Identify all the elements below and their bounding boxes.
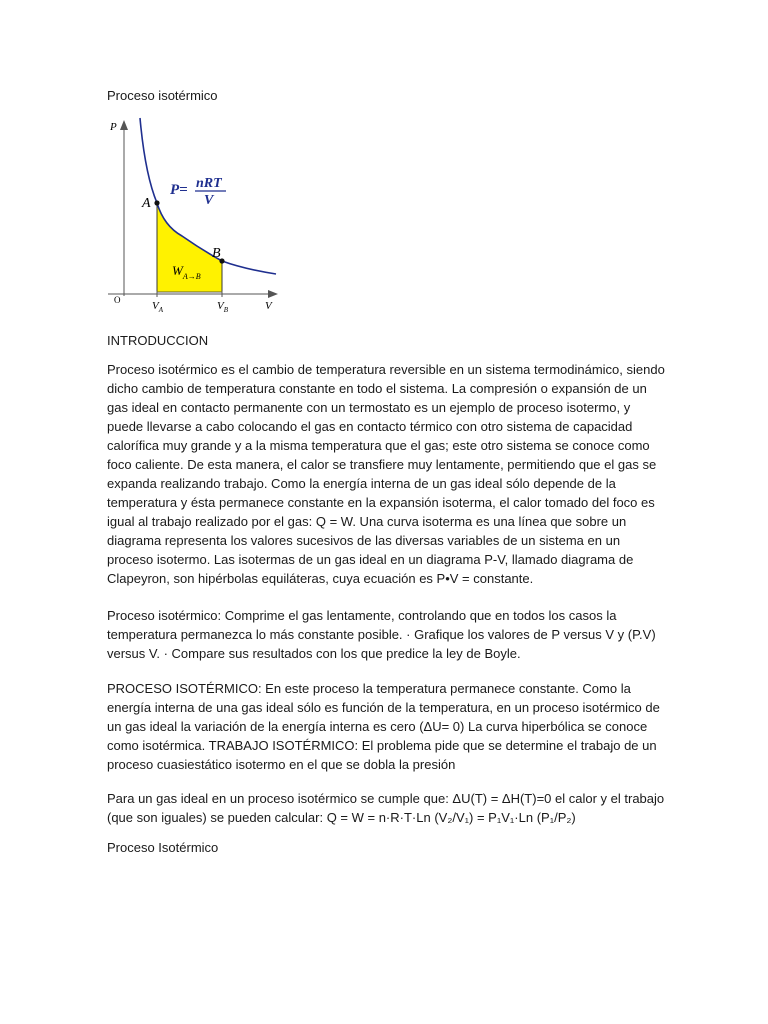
formula-lhs: P= [170, 182, 188, 198]
paragraph-2: Proceso isotérmico: Comprime el gas lentamente, controlando que en todos los casos la temperatura permanezca lo más constante posible. · Grafique los valores de P versus V y (P.V) versus V. · Compare sus resultados con los que predice la ley de Boyle. [107, 608, 656, 661]
origin-label: O [114, 295, 121, 305]
tick-va-label [152, 300, 164, 314]
tick-va-sub: A [158, 306, 164, 314]
axis-p-label: P [110, 121, 117, 133]
tick-va-main: V [152, 300, 159, 312]
formula-numerator: nRT [196, 176, 222, 191]
document-heading: Proceso isotérmico [107, 88, 218, 103]
paragraph-4: Para un gas ideal en un proceso isotérmico se cumple que: ΔU(T) = ΔH(T)=0 el calor y el trabajo (que son iguales) se pueden calcular: Q = W = n·R·T·Ln (V₂/V₁) = P₁V₁·Ln (P₁/P₂) [107, 791, 665, 825]
axis-v-arrow [268, 290, 278, 298]
paragraph-1: Proceso isotérmico es el cambio de temperatura reversible en un sistema termodinámico, siendo dicho cambio de temperatura constante en todo el sistema. La compresión o expansión de un gas ideal en contacto permanente con un termostato es un ejemplo de proceso isotermo, y puede llevarse a cabo colocando el gas en contacto térmico con otro sistema de capacidad calorífica muy grande y a la misma temperatura que el gas; este otro sistema se conoce como foco caliente. De esta manera, el calor se transfiere muy lentamente, permitiendo que el gas se expanda realizando trabajo. Como la energía interna de un gas ideal sólo depende de la temperatura y ésta permanece constante en la expansión isoterma, el calor tomado del foco es igual al trabajo realizado por el gas: Q = W. Una curva isoterma es una línea que sobre un diagrama representa los valores sucesivos de las diversas variables de un sistema en un proceso isotermo. Las isotermas de un gas ideal en un diagrama P-V, llamado diagrama de Clapeyron, son hipérbolas equiláteras, cuya ecuación es P•V = constante. [107, 362, 665, 586]
paragraph-3: PROCESO ISOTÉRMICO: En este proceso la temperatura permanece constante. Como la energía interna de una gas ideal sólo es función de la temperatura, en un proceso isotérmico de un gas ideal la variación de la energía interna es cero (ΔU= 0) La curva hiperbólica se conoce como isotérmica. TRABAJO ISOTÉRMICO: El problema pide que se determine el trabajo de un proceso cuasiestático isotermo en el que se dobla la presión [107, 681, 660, 772]
point-a-label: A [142, 196, 151, 211]
intro-title: INTRODUCCION [107, 333, 209, 348]
tick-vb-sub: B [223, 306, 229, 314]
axis-v-label: V [265, 300, 272, 312]
formula-denominator: V [204, 193, 214, 208]
axis-p-arrow [120, 120, 128, 130]
point-b-label: B [212, 246, 221, 261]
tick-vb-label [217, 300, 229, 314]
work-label-main: W [172, 263, 183, 278]
work-label-sub: A→B [182, 272, 201, 281]
footer-title: Proceso Isotérmico [107, 840, 219, 855]
tick-vb-main: V [217, 300, 224, 312]
point-a-dot [154, 200, 159, 205]
isotherm-diagram [104, 114, 284, 319]
